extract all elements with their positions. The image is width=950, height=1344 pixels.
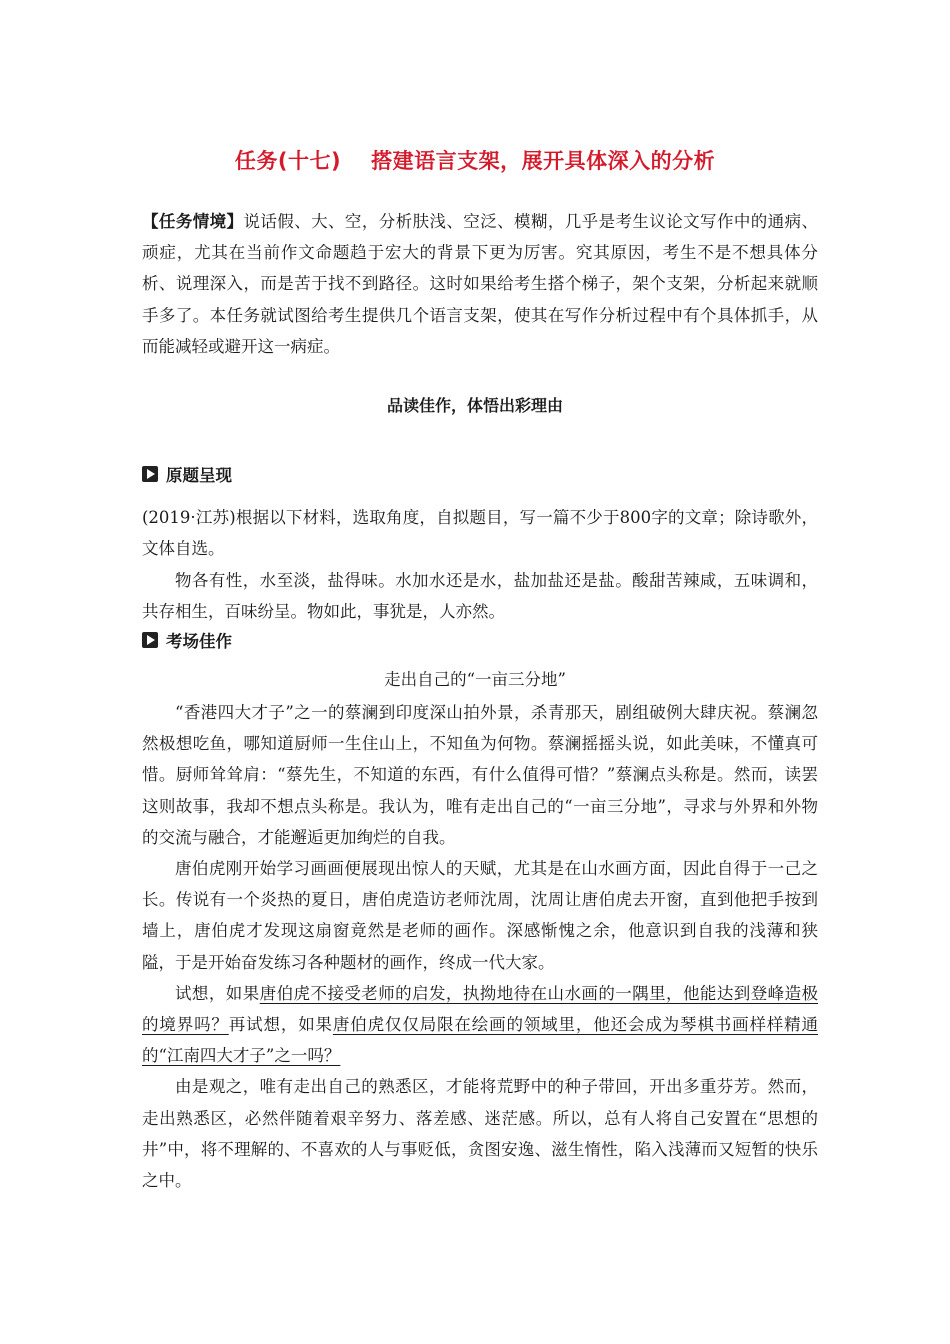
section-model-essay xyxy=(142,628,232,652)
section-original-question xyxy=(142,462,232,486)
question-material: 物各有性，水至淡，盐得味。水加水还是水，盐加盐还是盐。酸甜苦辣咸，五味调和，共存相生，百味纷呈。物如此，事犹是，人亦然。 xyxy=(142,571,818,622)
section-original-question-label: 原题呈现 xyxy=(166,466,232,485)
task-context-paragraph xyxy=(142,206,818,362)
essay-paragraph: 由是观之，唯有走出自己的熟悉区，才能将荒野中的种子带回，开出多重芬芳。然而，走出熟悉区，必然伴随着艰辛努力、落差感、迷茫感。所以，总有人将自己安置在“思想的井”中，将不理解的、不喜欢的人与事贬低，贪图安逸、滋生惰性，陷入浅薄而又短暂的快乐之中。 xyxy=(142,1077,818,1191)
essay-title: 走出自己的“一亩三分地” xyxy=(384,670,566,689)
task-context-tag: 【任务情境】 xyxy=(142,212,244,231)
underlined-text: 唐伯虎仅仅局限在绘画的领域里，他还会成为琴棋书画样样精通的“江南四大才子”之一吗？ xyxy=(142,1015,819,1066)
play-icon xyxy=(142,632,158,648)
page-title xyxy=(0,145,950,175)
title-task-name: 搭建语言支架，展开具体深入的分析 xyxy=(371,149,716,173)
question-prompt: (2019·江苏)根据以下材料，选取角度，自拟题目，写一篇不少于800字的文章；除诗歌外，文体自选。 xyxy=(142,508,818,559)
essay-paragraph: “香港四大才子”之一的蔡澜到印度深山拍外景，杀青那天，剧组破例大肆庆祝。蔡澜忽然极想吃鱼，哪知道厨师一生住山上，不知鱼为何物。蔡澜摇摇头说，如此美味，不懂真可惜。厨师耸耸肩：“蔡先生，不知道的东西，有什么值得可惜？”蔡澜点头称是。然而，读罢这则故事，我却不想点头称是。我认为，唯有走出自己的“一亩三分地”，寻求与外界和外物的交流与融合，才能邂逅更加绚烂的自我。 xyxy=(142,703,818,847)
essay-paragraph: 唐伯虎刚开始学习画画便展现出惊人的天赋，尤其是在山水画方面，因此自得于一己之长。传说有一个炎热的夏日，唐伯虎造访老师沈周，沈周让唐伯虎去开窗，直到他把手按到墙上，唐伯虎才发现这扇窗竟然是老师的画作。深感惭愧之余，他意识到自我的浅薄和狭隘，于是开始奋发练习各种题材的画作，终成一代大家。 xyxy=(142,859,818,972)
essay-body xyxy=(142,697,818,1196)
essay-text: 再试想，如果 xyxy=(228,1015,333,1035)
essay-text: 试想，如果 xyxy=(175,983,260,1003)
underlined-text: 唐伯虎不接受老师的启发，执拗地待在山水画的一隅里，他能达到登峰造极的境界吗？ xyxy=(142,983,819,1035)
task-context-text: 说话假、大、空，分析肤浅、空泛、模糊，几乎是考生议论文写作中的通病、顽症，尤其在当前作文命题趋于宏大的背景下更为厉害。究其原因，考生不是不想具体分析、说理深入，而是苦于找不到路径。这时如果给考生搭个梯子，架个支架，分析起来就顺手多了。本任务就试图给考生提供几个语言支架，使其在写作分析过程中有个具体抓手，从而能减轻或避开这一病症。 xyxy=(142,212,819,356)
essay-paragraph xyxy=(142,978,818,1072)
section-subtitle: 品读佳作，体悟出彩理由 xyxy=(386,396,563,415)
play-icon xyxy=(142,466,158,482)
section-model-essay-label: 考场佳作 xyxy=(166,632,232,651)
title-task-number: 任务(十七) xyxy=(234,149,342,173)
